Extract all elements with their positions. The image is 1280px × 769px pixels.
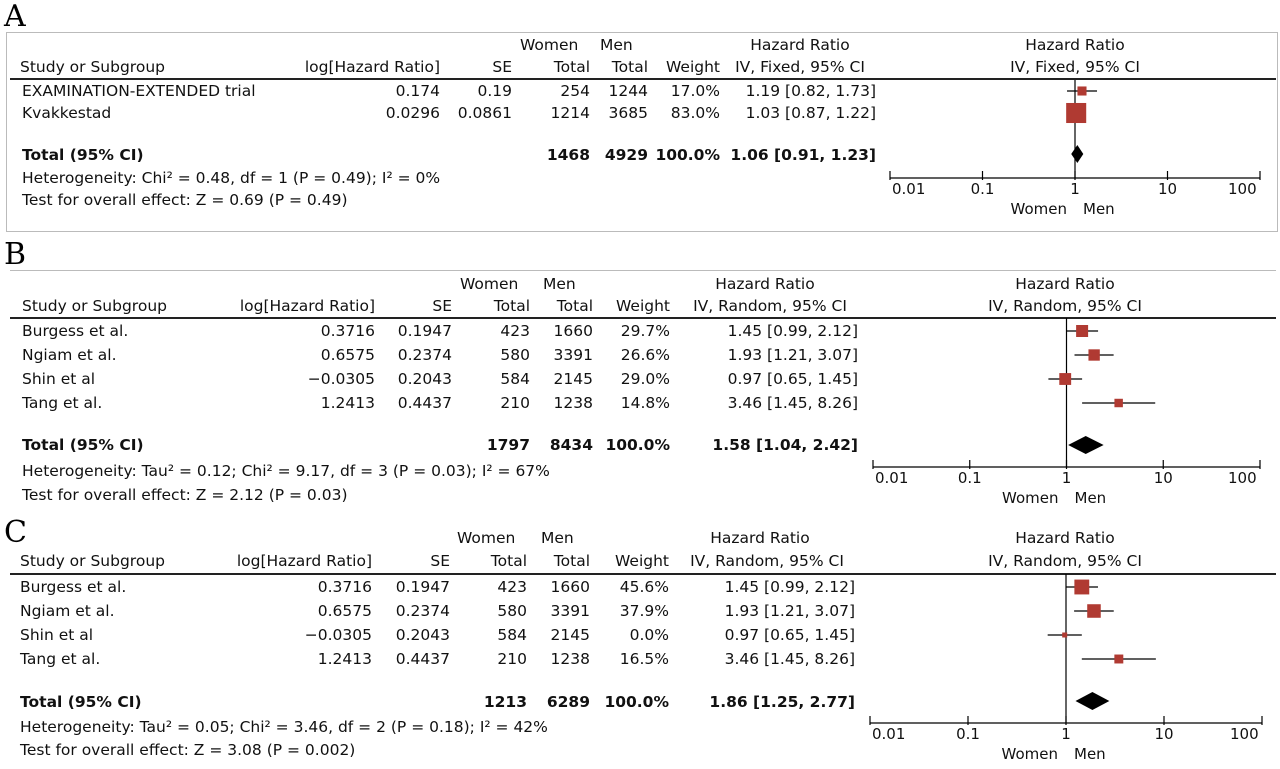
- total-label: Total (95% CI): [22, 146, 144, 164]
- study-name: Ngiam et al.: [22, 346, 117, 364]
- header-men-total: Total: [611, 58, 648, 76]
- x-tick-label: 10: [1154, 725, 1174, 743]
- study-se: 0.2043: [397, 370, 452, 388]
- study-se: 0.2374: [395, 602, 450, 620]
- header-weight: Weight: [665, 58, 720, 76]
- study-men-total: 3685: [608, 104, 648, 122]
- x-tick-label: 100: [1228, 180, 1257, 198]
- study-loghr: 1.2413: [320, 394, 375, 412]
- x-tick-label: 1: [1070, 180, 1080, 198]
- total-hr-ci: 1.86 [1.25, 2.77]: [709, 693, 855, 711]
- header-weight: Weight: [614, 552, 669, 570]
- study-women-total: 584: [497, 626, 527, 644]
- study-se: 0.0861: [457, 104, 512, 122]
- header-ci-method-plot: IV, Fixed, 95% CI: [1010, 58, 1140, 76]
- panel-label-a: A: [4, 0, 26, 34]
- panel-label-b: B: [4, 237, 27, 272]
- study-name: Shin et al: [20, 626, 94, 644]
- study-women-total: 584: [500, 370, 530, 388]
- total-women: 1468: [546, 146, 590, 164]
- total-women: 1213: [483, 693, 527, 711]
- study-women-total: 210: [500, 394, 530, 412]
- study-loghr: 0.6575: [320, 346, 375, 364]
- study-loghr: 0.6575: [317, 602, 372, 620]
- study-women-total: 580: [500, 346, 530, 364]
- header-men-total: Total: [556, 297, 593, 315]
- study-weight: 29.7%: [620, 322, 670, 340]
- study-men-total: 2145: [550, 626, 590, 644]
- favours-right-label: Men: [1074, 489, 1107, 507]
- study-se: 0.1947: [395, 578, 450, 596]
- total-weight: 100.0%: [604, 693, 669, 711]
- header-ci-method: IV, Random, 95% CI: [690, 552, 844, 570]
- header-hazard-ratio: Hazard Ratio: [710, 529, 810, 547]
- total-weight: 100.0%: [655, 146, 720, 164]
- x-tick-label: 0.1: [970, 180, 995, 198]
- study-men-total: 1244: [608, 82, 648, 100]
- study-name: Burgess et al.: [22, 322, 129, 340]
- study-weight: 45.6%: [619, 578, 669, 596]
- study-se: 0.19: [477, 82, 512, 100]
- header-women-total: Total: [493, 297, 530, 315]
- study-men-total: 1238: [550, 650, 590, 668]
- study-hr-ci: 0.97 [0.65, 1.45]: [727, 370, 858, 388]
- header-ci-method: IV, Random, 95% CI: [693, 297, 847, 315]
- study-hr-ci: 1.03 [0.87, 1.22]: [745, 104, 876, 122]
- header-hazard-ratio-plot: Hazard Ratio: [1015, 275, 1115, 293]
- header-hazard-ratio-plot: Hazard Ratio: [1025, 36, 1125, 54]
- header-hazard-ratio: Hazard Ratio: [715, 275, 815, 293]
- heterogeneity-text: Heterogeneity: Tau² = 0.05; Chi² = 3.46, df = 2 (P = 0.18); I² = 42%: [20, 718, 548, 736]
- study-name: Tang et al.: [22, 394, 103, 412]
- study-women-total: 423: [497, 578, 527, 596]
- heterogeneity-text: Heterogeneity: Tau² = 0.12; Chi² = 9.17, df = 3 (P = 0.03); I² = 67%: [22, 462, 550, 480]
- favours-left-label: Women: [1010, 200, 1067, 218]
- study-name: Burgess et al.: [20, 578, 127, 596]
- study-men-total: 3391: [553, 346, 593, 364]
- header-women: Women: [457, 529, 516, 547]
- study-weight: 83.0%: [670, 104, 720, 122]
- study-se: 0.2043: [395, 626, 450, 644]
- study-hr-ci: 1.19 [0.82, 1.73]: [745, 82, 876, 100]
- study-men-total: 1660: [553, 322, 593, 340]
- study-name: Kvakkestad: [22, 104, 112, 122]
- favours-left-label: Women: [1002, 489, 1059, 507]
- study-weight: 26.6%: [620, 346, 670, 364]
- study-weight: 37.9%: [619, 602, 669, 620]
- header-women: Women: [520, 36, 579, 54]
- study-se: 0.2374: [397, 346, 452, 364]
- x-tick-label: 100: [1230, 725, 1259, 743]
- total-hr-ci: 1.06 [0.91, 1.23]: [730, 146, 876, 164]
- study-weight: 29.0%: [620, 370, 670, 388]
- header-weight: Weight: [615, 297, 670, 315]
- study-weight: 14.8%: [620, 394, 670, 412]
- header-men: Men: [541, 529, 574, 547]
- header-men: Men: [600, 36, 633, 54]
- total-label: Total (95% CI): [22, 436, 144, 454]
- study-se: 0.4437: [397, 394, 452, 412]
- header-loghr: log[Hazard Ratio]: [236, 552, 372, 570]
- study-se: 0.1947: [397, 322, 452, 340]
- study-loghr: 0.3716: [317, 578, 372, 596]
- x-tick-label: 0.01: [872, 725, 906, 743]
- total-label: Total (95% CI): [20, 693, 142, 711]
- study-hr-ci: 1.93 [1.21, 3.07]: [727, 346, 858, 364]
- total-women: 1797: [486, 436, 530, 454]
- header-se: SE: [432, 297, 452, 315]
- header-loghr: log[Hazard Ratio]: [304, 58, 440, 76]
- study-hr-ci: 1.45 [0.99, 2.12]: [724, 578, 855, 596]
- study-name: EXAMINATION-EXTENDED trial: [22, 82, 256, 100]
- study-point-marker: [1074, 580, 1089, 595]
- study-loghr: 0.3716: [320, 322, 375, 340]
- x-tick-label: 10: [1157, 180, 1178, 198]
- study-loghr: 1.2413: [317, 650, 372, 668]
- study-women-total: 254: [560, 82, 590, 100]
- study-loghr: −0.0305: [307, 370, 375, 388]
- study-hr-ci: 0.97 [0.65, 1.45]: [724, 626, 855, 644]
- header-study: Study or Subgroup: [20, 58, 165, 76]
- header-women-total: Total: [490, 552, 527, 570]
- total-men: 8434: [549, 436, 593, 454]
- header-se: SE: [492, 58, 512, 76]
- study-point-marker: [1087, 604, 1101, 618]
- study-men-total: 3391: [550, 602, 590, 620]
- header-men-total: Total: [553, 552, 590, 570]
- total-hr-ci: 1.58 [1.04, 2.42]: [712, 436, 858, 454]
- overall-effect-text: Test for overall effect: Z = 3.08 (P = 0.002): [20, 741, 356, 759]
- study-weight: 16.5%: [619, 650, 669, 668]
- header-men: Men: [543, 275, 576, 293]
- study-name: Ngiam et al.: [20, 602, 115, 620]
- study-name: Tang et al.: [20, 650, 101, 668]
- study-loghr: 0.174: [395, 82, 440, 100]
- header-study: Study or Subgroup: [22, 297, 167, 315]
- x-tick-label: 0.01: [892, 180, 926, 198]
- x-tick-label: 10: [1153, 469, 1173, 487]
- overall-effect-text: Test for overall effect: Z = 0.69 (P = 0.49): [22, 191, 348, 209]
- x-tick-label: 1: [1061, 469, 1072, 487]
- study-women-total: 1214: [550, 104, 590, 122]
- study-loghr: 0.0296: [385, 104, 440, 122]
- study-weight: 17.0%: [670, 82, 720, 100]
- total-men: 4929: [604, 146, 648, 164]
- overall-effect-text: Test for overall effect: Z = 2.12 (P = 0.03): [22, 486, 348, 504]
- header-hazard-ratio-plot: Hazard Ratio: [1015, 529, 1115, 547]
- study-women-total: 423: [500, 322, 530, 340]
- x-tick-label: 0.1: [956, 725, 980, 743]
- total-men: 6289: [546, 693, 590, 711]
- header-ci-method: IV, Fixed, 95% CI: [735, 58, 865, 76]
- header-hazard-ratio: Hazard Ratio: [750, 36, 850, 54]
- total-weight: 100.0%: [605, 436, 670, 454]
- study-hr-ci: 1.93 [1.21, 3.07]: [724, 602, 855, 620]
- panel-label-c: C: [4, 515, 27, 550]
- x-tick-label: 100: [1228, 469, 1257, 487]
- header-se: SE: [430, 552, 450, 570]
- header-women: Women: [460, 275, 519, 293]
- study-loghr: −0.0305: [304, 626, 372, 644]
- study-hr-ci: 3.46 [1.45, 8.26]: [724, 650, 855, 668]
- header-study: Study or Subgroup: [20, 552, 165, 570]
- study-name: Shin et al: [22, 370, 96, 388]
- study-point-marker: [1114, 655, 1123, 664]
- pooled-estimate-diamond: [1075, 692, 1109, 710]
- study-men-total: 1238: [553, 394, 593, 412]
- favours-right-label: Men: [1074, 745, 1106, 763]
- study-women-total: 210: [497, 650, 527, 668]
- x-tick-label: 0.1: [957, 469, 982, 487]
- header-loghr: log[Hazard Ratio]: [239, 297, 375, 315]
- study-men-total: 1660: [550, 578, 590, 596]
- study-se: 0.4437: [395, 650, 450, 668]
- x-tick-label: 0.01: [875, 469, 909, 487]
- study-weight: 0.0%: [629, 626, 669, 644]
- heterogeneity-text: Heterogeneity: Chi² = 0.48, df = 1 (P = 0.49); I² = 0%: [22, 169, 441, 187]
- header-women-total: Total: [553, 58, 590, 76]
- study-hr-ci: 3.46 [1.45, 8.26]: [727, 394, 858, 412]
- study-men-total: 2145: [553, 370, 593, 388]
- header-ci-method-plot: IV, Random, 95% CI: [988, 297, 1142, 315]
- favours-right-label: Men: [1083, 200, 1115, 218]
- header-ci-method-plot: IV, Random, 95% CI: [988, 552, 1142, 570]
- study-point-marker: [1062, 633, 1067, 638]
- study-hr-ci: 1.45 [0.99, 2.12]: [727, 322, 858, 340]
- study-women-total: 580: [497, 602, 527, 620]
- favours-left-label: Women: [1001, 745, 1058, 763]
- x-tick-label: 1: [1061, 725, 1071, 743]
